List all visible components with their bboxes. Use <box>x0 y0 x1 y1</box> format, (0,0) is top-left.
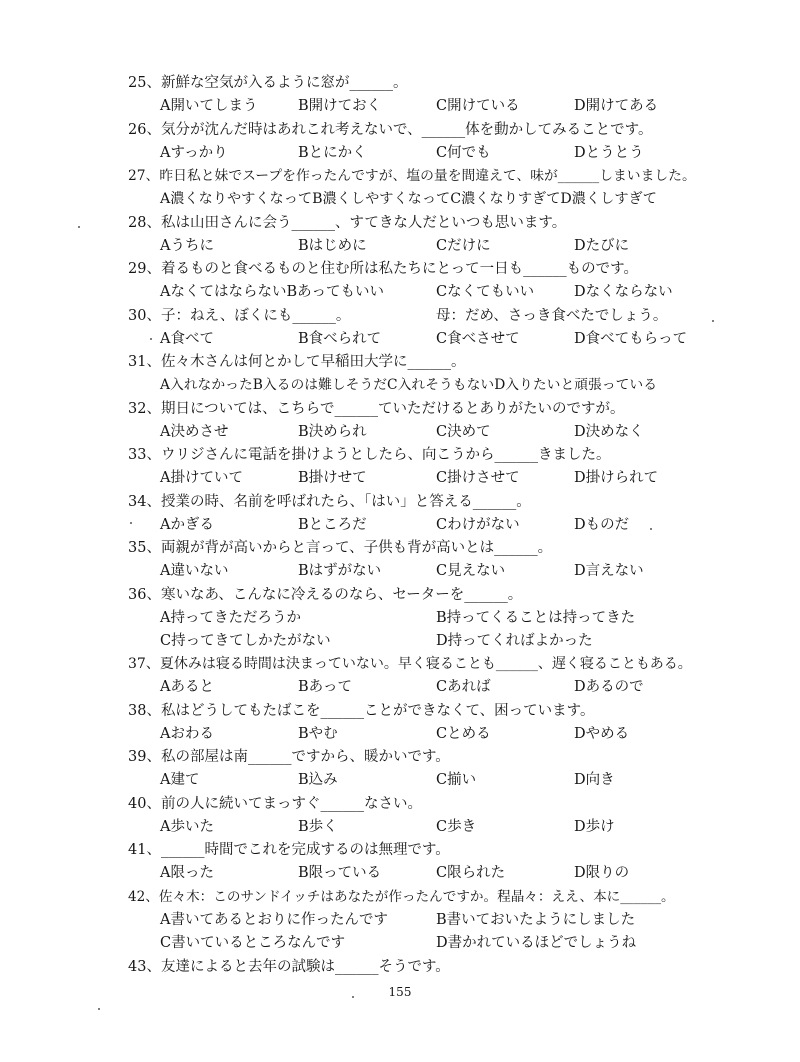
option-d: Dとうとう <box>574 145 644 161</box>
option-d: Dなくならない <box>574 284 673 300</box>
option-a: Aかぎる <box>160 517 214 533</box>
question-42-stem: 42、佐々木：このサンドイッチはあなたが作ったんですか。程晶々：ええ、本に______。 <box>128 889 675 905</box>
option-b: B開けておく <box>298 98 382 114</box>
option-c: C開けている <box>436 98 520 114</box>
option-c: C書いているところなんです <box>160 935 346 951</box>
option-a: A歩いた <box>160 819 214 835</box>
option-b: B歩く <box>298 819 338 835</box>
option-d: D持ってくればよかった <box>436 633 593 649</box>
option-b: Bところだ <box>298 517 367 533</box>
option-run: A入れなかったB入るのは難しそうだC入れそうもないD入りたいと頑張っている <box>160 377 658 393</box>
option-c: C掛けさせて <box>436 470 520 486</box>
option-d: Dたびに <box>574 238 630 254</box>
question-40-stem: 40、前の人に続いてまっすぐ______なさい。 <box>128 796 422 812</box>
option-a: Aおわる <box>160 726 214 742</box>
option-a: A開いてしまう <box>160 98 258 114</box>
option-c: C決めて <box>436 424 491 440</box>
option-b: B掛けせて <box>298 470 367 486</box>
option-d: D向き <box>574 772 615 788</box>
question-31-options <box>0 374 800 397</box>
scan-speck <box>98 1008 100 1010</box>
question-26-stem: 26、気分が沈んだ時はあれこれ考えないで、______体を動かしてみることです。 <box>128 122 653 138</box>
option-b: B決められ <box>298 424 367 440</box>
question-36-options-cd <box>0 630 800 653</box>
option-d: D開けてある <box>574 98 659 114</box>
question-28-options <box>0 235 800 258</box>
question-27-options <box>0 188 800 211</box>
option-d: Dものだ <box>574 517 630 533</box>
question-30-stem-line <box>0 305 800 328</box>
question-29-options <box>0 281 800 304</box>
question-38-stem: 38、私はどうしてもたばこを______ことができなくて、困っています。 <box>128 703 595 719</box>
option-a: A掛けていて <box>160 470 243 486</box>
question-33-stem: 33、ウリジさんに電話を掛けようとしたら、向こうから______きました。 <box>128 447 611 463</box>
option-c: C限られた <box>436 865 506 881</box>
option-b: Bやむ <box>298 726 338 742</box>
scan-speck <box>150 338 152 340</box>
option-b: B持ってくることは持ってきた <box>436 610 636 626</box>
option-a: A建て <box>160 772 200 788</box>
option-c: C揃い <box>436 772 477 788</box>
option-ab: AなくてはならないBあってもいい <box>160 284 384 300</box>
scan-speck <box>650 528 652 530</box>
option-b: Bはじめに <box>298 238 367 254</box>
question-32-options <box>0 421 800 444</box>
question-30-stem: 30、子：ねえ、ぼくにも______。 <box>128 308 351 324</box>
option-a: Aうちに <box>160 238 214 254</box>
option-a: A決めさせ <box>160 424 229 440</box>
question-41-stem: 41、______時間でこれを完成するのは無理です。 <box>128 842 450 858</box>
option-b: B限っている <box>298 865 382 881</box>
option-a: Aあると <box>160 679 214 695</box>
question-33-options <box>0 467 800 490</box>
option-d: D書かれているほどでしょうね <box>436 935 637 951</box>
question-29-stem: 29、着るものと食べるものと住む所は私たちにとって一日も______ものです。 <box>128 261 638 277</box>
option-b: Bはずがない <box>298 563 382 579</box>
scan-speck <box>352 996 354 998</box>
option-c: C歩き <box>436 819 477 835</box>
scan-speck <box>712 320 714 322</box>
question-34-options <box>0 514 800 537</box>
option-c: C食べさせて <box>436 331 520 347</box>
option-a: A書いてあるとおりに作ったんです <box>160 912 388 928</box>
option-c: C何でも <box>436 145 491 161</box>
question-41-options <box>0 862 800 885</box>
option-d: D歩け <box>574 819 615 835</box>
question-43-stem: 43、友達によると去年の試験は______そうです。 <box>128 959 450 975</box>
question-26-options <box>0 142 800 165</box>
question-25-options <box>0 95 800 118</box>
option-d: D言えない <box>574 563 644 579</box>
question-31-stem: 31、佐々木さんは何とかして早稲田大学に______。 <box>128 354 466 370</box>
option-b: B書いておいたようにしました <box>436 912 636 928</box>
question-34-stem: 34、授業の時、名前を呼ばれたら、「はい」と答える______。 <box>128 494 531 510</box>
option-c: Cなくてもいい <box>436 284 535 300</box>
question-37-stem: 37、夏休みは寝る時間は決まっていない。早く寝ることも______、遅く寝ることもある。 <box>128 656 692 672</box>
option-d: D掛けられて <box>574 470 659 486</box>
question-36-stem: 36、寒いなあ、こんなに冷えるのなら、セーターを______。 <box>128 587 523 603</box>
question-38-options <box>0 723 800 746</box>
option-run: A濃くなりやすくなってB濃くしやすくなってC濃くなりすぎてD濃くしすぎて <box>160 191 657 207</box>
question-40-options <box>0 816 800 839</box>
question-28-stem: 28、私は山田さんに会う______、すてきな人だといつも思います。 <box>128 215 567 231</box>
option-a: A持ってきただろうか <box>160 610 301 626</box>
option-b: B込み <box>298 772 338 788</box>
scan-speck <box>130 522 132 524</box>
question-32-stem: 32、期日については、こちらで______ていただけるとありがたいのですが。 <box>128 401 625 417</box>
option-d: D決めなく <box>574 424 644 440</box>
option-c: Cあれば <box>436 679 491 695</box>
option-c: C持ってきてしかたがない <box>160 633 331 649</box>
option-b: Bとにかく <box>298 145 367 161</box>
question-37-options <box>0 676 800 699</box>
option-a: A限った <box>160 865 214 881</box>
option-a: A食べて <box>160 331 214 347</box>
option-c: Cわけがない <box>436 517 520 533</box>
option-d: D食べてもらって <box>574 331 688 347</box>
option-c: Cだけに <box>436 238 491 254</box>
question-27-stem: 27、昨日私と妹でスープを作ったんですが、塩の量を間違えて、味が______しまいました。 <box>128 168 696 184</box>
question-36-options-ab <box>0 607 800 630</box>
option-c: C見えない <box>436 563 506 579</box>
option-d: Dあるので <box>574 679 644 695</box>
option-d: D限りの <box>574 865 630 881</box>
question-39-stem: 39、私の部屋は南______ですから、暖かいです。 <box>128 749 450 765</box>
question-42-options-cd <box>0 932 800 955</box>
option-d: Dやめる <box>574 726 630 742</box>
option-c: Cとめる <box>436 726 491 742</box>
question-39-options <box>0 769 800 792</box>
question-35-options <box>0 560 800 583</box>
scan-speck <box>78 226 80 228</box>
question-30-options <box>0 328 800 351</box>
question-42-options-ab <box>0 909 800 932</box>
page-number: 155 <box>388 985 412 999</box>
option-a: A違いない <box>160 563 229 579</box>
question-35-stem: 35、両親が背が高いからと言って、子供も背が高いとは______。 <box>128 540 553 556</box>
option-a: Aすっかり <box>160 145 228 161</box>
option-b: B食べられて <box>298 331 382 347</box>
option-b: Bあって <box>298 679 353 695</box>
question-25-stem: 25、新鮮な空気が入るように窓が______。 <box>128 75 408 91</box>
question-30-stem-2: 母：だめ、さっき食べたでしょう。 <box>436 308 668 324</box>
